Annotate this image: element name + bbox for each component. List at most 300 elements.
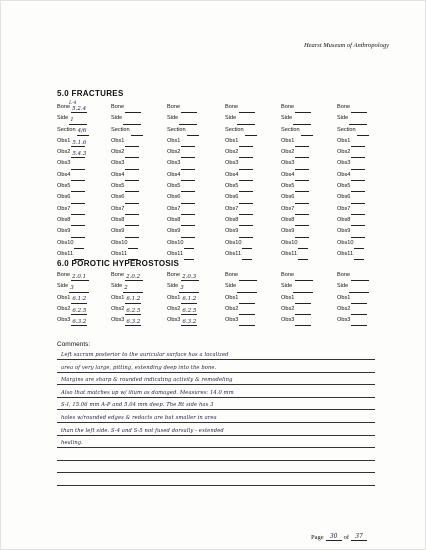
obs-label: Obs6 (225, 194, 239, 201)
form-row (281, 147, 313, 158)
section-field[interactable] (77, 129, 89, 136)
bone-field[interactable] (351, 274, 369, 281)
obs-label: Obs10 (57, 239, 74, 246)
form-row (111, 204, 143, 215)
bone-label: Bone (167, 104, 181, 110)
obs-label: Obs6 (167, 194, 181, 201)
form-row (337, 170, 369, 181)
obs-field[interactable] (242, 242, 252, 249)
section-field[interactable] (187, 129, 199, 136)
side-field[interactable] (123, 286, 143, 293)
obs-field[interactable] (295, 197, 309, 204)
fractures-section-title: 5.0 FRACTURES (57, 89, 124, 98)
bone-field-value: 2.0.1 (72, 273, 87, 280)
obs-label: Obs2 (167, 305, 181, 312)
comment-text-line: than the left side. S-4 and S-5 not fused dorsally - extended (61, 427, 224, 434)
form-row (167, 204, 199, 215)
obs-field[interactable] (125, 319, 141, 326)
obs-label: Obs8 (57, 216, 71, 223)
form-row (167, 315, 199, 326)
form-row (225, 113, 257, 124)
side-label: Side (111, 283, 123, 290)
side-label: Side (225, 283, 237, 290)
obs-label: Obs4 (225, 171, 239, 178)
obs-field[interactable] (71, 197, 85, 204)
side-field-value: 1 (70, 117, 74, 124)
obs-field[interactable] (239, 197, 253, 204)
obs-field[interactable] (351, 174, 365, 181)
of-label: of (343, 534, 350, 541)
form-row (111, 270, 143, 281)
obs-field[interactable] (351, 297, 367, 304)
obs-field[interactable] (354, 242, 364, 249)
obs-label: Obs1 (281, 294, 295, 301)
obs-field[interactable] (295, 151, 309, 158)
side-label: Side (281, 283, 293, 290)
form-row (111, 281, 143, 292)
obs-field[interactable] (351, 208, 365, 215)
obs-field[interactable] (181, 308, 197, 315)
obs-field[interactable] (181, 140, 195, 147)
obs-field[interactable] (239, 208, 253, 215)
side-field-value: 3 (70, 285, 74, 292)
form-row (281, 192, 313, 203)
obs-label: Obs10 (167, 239, 184, 246)
obs-field[interactable] (71, 163, 85, 170)
form-row (167, 281, 199, 292)
form-row (225, 215, 257, 226)
form-row (57, 113, 89, 124)
form-row (281, 136, 313, 147)
obs-label: Obs6 (281, 194, 295, 201)
obs-label: Obs3 (57, 317, 71, 324)
form-row (167, 238, 199, 249)
obs-field[interactable] (71, 231, 85, 238)
fracture-entry (167, 102, 199, 260)
obs-field-value: 6.2.5 (126, 307, 141, 314)
institution-header: Hearst Museum of Anthropology (303, 42, 389, 49)
obs-field[interactable] (239, 185, 253, 192)
comment-rule (57, 485, 375, 486)
comment-text-line: Left sacrum posterior to the auricular surface has a localized (61, 352, 229, 358)
obs-field[interactable] (295, 174, 309, 181)
obs-field[interactable] (128, 242, 138, 249)
comment-text-line: area of very large, pitting, extending deep into the bone. (61, 364, 217, 371)
obs-label: Obs9 (57, 228, 71, 235)
obs-field-value: 6.3.2 (126, 318, 141, 325)
obs-field[interactable] (295, 140, 309, 147)
obs-label: Obs5 (281, 183, 295, 190)
obs-field[interactable] (71, 219, 85, 226)
obs-label: Obs7 (167, 205, 181, 212)
obs-field[interactable] (351, 140, 365, 147)
obs-label: Obs11 (337, 250, 354, 257)
obs-field[interactable] (239, 231, 253, 238)
bone-label: Bone (167, 272, 181, 278)
obs-field-value: 6.1.2 (182, 296, 197, 303)
comments-label: Comments: (57, 341, 91, 348)
form-row (57, 125, 89, 136)
section-field[interactable] (245, 129, 257, 136)
obs-label: Obs1 (337, 137, 351, 144)
bone-field-value: 2.0.2 (126, 273, 141, 280)
form-row (111, 147, 143, 158)
obs-field[interactable] (125, 219, 139, 226)
obs-label: Obs8 (337, 216, 351, 223)
form-row (57, 270, 89, 281)
obs-field[interactable] (125, 308, 141, 315)
side-field[interactable] (179, 118, 197, 125)
form-row (337, 113, 369, 124)
obs-field[interactable] (298, 253, 308, 260)
obs-field[interactable] (295, 219, 309, 226)
obs-field[interactable] (351, 219, 365, 226)
form-row (167, 102, 199, 113)
form-row (57, 281, 89, 292)
bone-label: Bone (337, 104, 351, 110)
bone-field[interactable] (295, 106, 311, 113)
obs-field[interactable] (181, 208, 195, 215)
obs-label: Obs1 (225, 137, 239, 144)
form-row (337, 147, 369, 158)
form-row (337, 181, 369, 192)
bone-field[interactable] (239, 274, 257, 281)
bone-label: Bone (57, 272, 71, 278)
form-row (167, 147, 199, 158)
form-row (225, 181, 257, 192)
obs-field[interactable] (181, 219, 195, 226)
page-footer (311, 533, 369, 541)
obs-label: Obs1 (111, 137, 125, 144)
obs-field[interactable] (71, 174, 85, 181)
obs-label: Obs9 (111, 228, 125, 235)
form-row (111, 226, 143, 237)
obs-field[interactable] (181, 231, 195, 238)
obs-label: Obs3 (337, 317, 351, 324)
obs-label: Obs9 (167, 228, 181, 235)
obs-label: Obs1 (57, 137, 71, 144)
obs-field[interactable] (239, 219, 253, 226)
form-row (281, 113, 313, 124)
porotic-entry (167, 270, 199, 326)
form-row (57, 170, 89, 181)
obs-label: Obs2 (111, 149, 125, 156)
section-label: Section (281, 126, 300, 133)
side-field[interactable] (69, 286, 89, 293)
form-row (225, 125, 257, 136)
obs-label: Obs4 (111, 171, 125, 178)
form-row (111, 215, 143, 226)
page-number[interactable]: 30 (326, 533, 342, 541)
obs-field[interactable] (351, 185, 365, 192)
form-row (337, 192, 369, 203)
side-field[interactable] (293, 286, 313, 293)
section-field[interactable] (131, 129, 143, 136)
form-row (281, 102, 313, 113)
obs-field[interactable] (239, 308, 255, 315)
bone-label: Bone (225, 104, 239, 110)
form-row (225, 249, 257, 260)
page-label: Page (311, 534, 324, 541)
obs-field[interactable] (181, 163, 195, 170)
form-row (281, 270, 313, 281)
side-field-value: 2 (124, 285, 128, 292)
obs-label: Obs7 (111, 205, 125, 212)
obs-field[interactable] (295, 297, 311, 304)
form-row (337, 215, 369, 226)
comment-text-line: Margins are sharp & rounded indicating activity & remodeling (61, 377, 233, 384)
form-row (281, 226, 313, 237)
obs-field[interactable] (351, 308, 367, 315)
obs-label: Obs3 (167, 160, 181, 167)
obs-field[interactable] (125, 163, 139, 170)
section-field-value: 4/6 (77, 128, 87, 135)
bone-field[interactable] (295, 274, 313, 281)
form-row (225, 293, 257, 304)
obs-label: Obs2 (57, 305, 71, 312)
obs-field-value: 5.4.3 (72, 150, 87, 157)
obs-label: Obs4 (281, 171, 295, 178)
obs-label: Obs5 (167, 183, 181, 190)
side-field[interactable] (237, 118, 255, 125)
obs-field[interactable] (239, 163, 253, 170)
obs-field[interactable] (184, 253, 194, 260)
obs-field[interactable] (71, 151, 85, 158)
obs-field[interactable] (181, 185, 195, 192)
form-row (337, 281, 369, 292)
obs-field[interactable] (181, 297, 197, 304)
bone-field[interactable] (239, 106, 255, 113)
bone-label: Bone (111, 104, 125, 110)
form-row (337, 238, 369, 249)
form-row (167, 170, 199, 181)
obs-label: Obs1 (111, 294, 125, 301)
obs-label: Obs9 (281, 228, 295, 235)
obs-label: Obs5 (225, 183, 239, 190)
form-row (225, 136, 257, 147)
side-field[interactable] (179, 286, 199, 293)
form-row (337, 249, 369, 260)
obs-label: Obs3 (337, 160, 351, 167)
form-row (281, 125, 313, 136)
obs-field[interactable] (295, 231, 309, 238)
porotic-entry (281, 270, 313, 326)
fracture-entry (337, 102, 369, 260)
form-row (281, 249, 313, 260)
form-row (167, 136, 199, 147)
side-label: Side (57, 283, 69, 290)
form-row (57, 192, 89, 203)
obs-label: Obs3 (111, 160, 125, 167)
obs-field[interactable] (125, 197, 139, 204)
obs-field[interactable] (351, 151, 365, 158)
obs-field[interactable] (125, 208, 139, 215)
form-row (225, 102, 257, 113)
obs-label: Obs3 (281, 317, 295, 324)
form-row (337, 315, 369, 326)
comment-text-line: healing. (61, 440, 83, 447)
side-label: Side (337, 115, 349, 122)
obs-field[interactable] (71, 297, 87, 304)
porotic-entry (111, 270, 143, 326)
form-row (337, 293, 369, 304)
obs-field[interactable] (295, 208, 309, 215)
fracture-entry (281, 102, 313, 260)
side-field[interactable] (237, 286, 257, 293)
form-row (57, 226, 89, 237)
form-row (167, 192, 199, 203)
bone-field[interactable] (71, 274, 89, 281)
side-label: Side (167, 283, 179, 290)
obs-field[interactable] (181, 319, 197, 326)
obs-field[interactable] (125, 231, 139, 238)
section-field[interactable] (357, 129, 369, 136)
comment-rule (57, 359, 375, 360)
form-row (167, 226, 199, 237)
obs-field[interactable] (71, 308, 87, 315)
form-row (111, 304, 143, 315)
obs-field[interactable] (181, 197, 195, 204)
obs-field[interactable] (181, 151, 195, 158)
obs-field[interactable] (354, 253, 364, 260)
side-field[interactable] (69, 118, 87, 125)
obs-field[interactable] (125, 174, 139, 181)
form-row (281, 170, 313, 181)
form-row (337, 304, 369, 315)
form-row (281, 204, 313, 215)
obs-field[interactable] (295, 319, 311, 326)
obs-field[interactable] (239, 151, 253, 158)
bone-field[interactable] (125, 274, 143, 281)
comment-text-line: holes w/rounded edges & redacts are but smaller in area (61, 415, 217, 421)
obs-label: Obs3 (167, 317, 181, 324)
form-row (281, 215, 313, 226)
obs-field[interactable] (239, 319, 255, 326)
obs-label: Obs1 (337, 294, 351, 301)
bone-field[interactable] (125, 106, 141, 113)
side-label: Side (57, 115, 69, 122)
obs-field[interactable] (125, 297, 141, 304)
comment-rule (57, 384, 375, 385)
comment-rule (57, 460, 375, 461)
obs-field[interactable] (239, 174, 253, 181)
bone-label: Bone (281, 104, 295, 110)
obs-label: Obs4 (57, 171, 71, 178)
obs-field[interactable] (239, 140, 253, 147)
form-row (225, 304, 257, 315)
form-row (167, 113, 199, 124)
comment-rule (57, 472, 375, 473)
form-row (167, 304, 199, 315)
side-field[interactable] (123, 118, 141, 125)
obs-label: Obs1 (281, 137, 295, 144)
form-row (57, 204, 89, 215)
obs-field[interactable] (351, 197, 365, 204)
obs-field[interactable] (71, 140, 85, 147)
bone-field[interactable] (351, 106, 367, 113)
obs-field[interactable] (242, 253, 252, 260)
obs-field-value: 6.1.2 (126, 296, 141, 303)
form-row (225, 315, 257, 326)
obs-field[interactable] (295, 308, 311, 315)
form-row (167, 181, 199, 192)
obs-label: Obs1 (167, 294, 181, 301)
form-row (225, 158, 257, 169)
bone-field[interactable] (181, 274, 199, 281)
side-field[interactable] (349, 286, 369, 293)
obs-field[interactable] (295, 185, 309, 192)
obs-field[interactable] (351, 319, 367, 326)
form-row (225, 281, 257, 292)
form-row (337, 226, 369, 237)
side-label: Side (111, 115, 123, 122)
obs-field[interactable] (295, 163, 309, 170)
obs-label: Obs3 (111, 317, 125, 324)
obs-label: Obs4 (167, 171, 181, 178)
obs-field[interactable] (125, 151, 139, 158)
obs-field[interactable] (181, 174, 195, 181)
form-row (111, 293, 143, 304)
obs-field[interactable] (239, 297, 255, 304)
page-total[interactable]: 37 (351, 533, 367, 541)
obs-field[interactable] (298, 242, 308, 249)
porotic-entry (57, 270, 89, 326)
form-row (167, 158, 199, 169)
fracture-entry (225, 102, 257, 260)
obs-field[interactable] (71, 319, 87, 326)
obs-label: Obs8 (225, 216, 239, 223)
form-row (57, 147, 89, 158)
bone-label: Bone (57, 104, 71, 110)
obs-label: Obs9 (337, 228, 351, 235)
obs-label: Obs5 (57, 183, 71, 190)
form-row (337, 158, 369, 169)
obs-field[interactable] (74, 242, 84, 249)
obs-field[interactable] (71, 185, 85, 192)
obs-field[interactable] (351, 163, 365, 170)
bone-note: L-4 (69, 101, 77, 106)
obs-label: Obs7 (281, 205, 295, 212)
form-row (111, 136, 143, 147)
comment-rule (57, 397, 375, 398)
obs-label: Obs2 (281, 305, 295, 312)
obs-field-value: 6.1.2 (72, 296, 87, 303)
bone-field[interactable] (181, 106, 197, 113)
section-label: Section (167, 126, 186, 133)
obs-field[interactable] (71, 208, 85, 215)
form-row (111, 125, 143, 136)
porotic-entry (225, 270, 257, 326)
side-label: Side (167, 115, 179, 122)
obs-field[interactable] (351, 231, 365, 238)
obs-label: Obs6 (57, 194, 71, 201)
obs-label: Obs11 (111, 250, 128, 257)
obs-label: Obs8 (281, 216, 295, 223)
obs-label: Obs3 (57, 160, 71, 167)
obs-label: Obs1 (167, 137, 181, 144)
obs-field[interactable] (125, 140, 139, 147)
side-field[interactable] (293, 118, 311, 125)
form-row (57, 158, 89, 169)
obs-label: Obs2 (225, 305, 239, 312)
form-row (225, 147, 257, 158)
side-field[interactable] (349, 118, 367, 125)
section-field[interactable] (301, 129, 313, 136)
obs-field[interactable] (125, 185, 139, 192)
obs-label: Obs9 (225, 228, 239, 235)
obs-label: Obs7 (225, 205, 239, 212)
obs-field[interactable] (184, 242, 194, 249)
